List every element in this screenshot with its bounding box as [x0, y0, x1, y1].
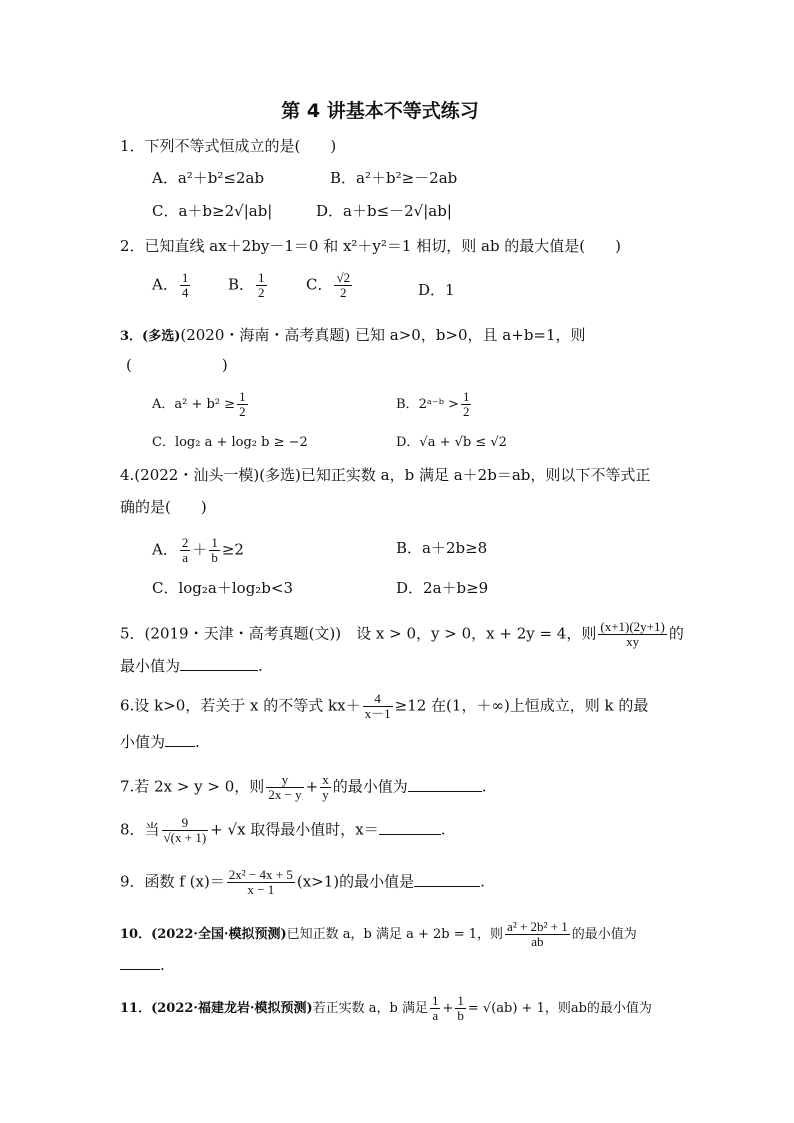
denominator: 4: [181, 285, 189, 300]
q2-stem: 2．已知直线 ax＋2by－1＝0 和 x²＋y²＝1 相切，则 ab 的最大值是( ): [120, 237, 622, 255]
numerator: 1: [258, 270, 265, 285]
answer-blank[interactable]: [408, 777, 482, 792]
q3-option-b: [396, 390, 473, 419]
q2-option-a: [152, 271, 192, 300]
denominator: b: [457, 1008, 464, 1023]
q3-stem: [120, 325, 586, 347]
denominator: x − 1: [247, 882, 275, 897]
q11-stem: [120, 994, 652, 1023]
q7-stem-text: 7.若 2x > y > 0，则: [120, 777, 265, 796]
denominator: a: [182, 550, 188, 565]
fraction: [505, 920, 570, 949]
q10-stem-text: 已知正数 a，b 满足 a + 2b = 1，则: [286, 927, 504, 942]
q6-line2: [120, 732, 200, 752]
q9-stem: [120, 868, 485, 897]
option-label: C．: [306, 275, 333, 294]
answer-blank[interactable]: [120, 955, 160, 970]
period: .: [440, 820, 446, 839]
fraction: [162, 816, 209, 845]
option-label: B．: [228, 275, 255, 294]
page-title: 第 4 讲基本不等式练习: [281, 100, 479, 122]
denominator: 2: [340, 285, 347, 300]
fraction: [237, 390, 248, 419]
q4-option-a: [152, 536, 244, 565]
numerator: a² + 2b² + 1: [507, 919, 568, 934]
fraction: [180, 536, 191, 565]
expression: ≥2: [221, 540, 244, 559]
q8-stem-text: 8．当: [120, 820, 160, 839]
fraction: [209, 536, 220, 565]
denominator: ab: [531, 934, 544, 949]
q5-min-label: 最小值为: [120, 657, 181, 675]
q8-stem-tail: + √x 取得最小值时，x＝: [210, 820, 379, 839]
answer-blank[interactable]: [379, 820, 441, 835]
q6-stem-text: 6.设 k>0，若关于 x 的不等式 kx＋: [120, 696, 361, 715]
expression: 2ᵃ⁻ᵇ >: [418, 397, 459, 412]
option-label: B．: [396, 397, 419, 412]
answer-blank[interactable]: [165, 732, 195, 747]
fraction: [266, 773, 303, 802]
plus-sign: +: [442, 1001, 454, 1016]
denominator: 2x − y: [268, 787, 302, 802]
q5-stem: [120, 620, 684, 649]
q11-stem-text: 若正实数 a，b 满足: [312, 1001, 428, 1016]
q9-stem-text: 9．函数 f (x)＝: [120, 872, 225, 891]
numerator: 1: [239, 389, 246, 404]
fraction: [598, 620, 666, 649]
fraction: [334, 271, 352, 300]
q1-option-c: C．a＋b≥2√|ab|: [152, 202, 273, 220]
answer-blank[interactable]: [180, 656, 258, 671]
q4-option-c: C．log₂a＋log₂b<3: [152, 579, 294, 597]
fraction: [256, 271, 267, 300]
q10-line2: [120, 955, 165, 975]
q1-option-a: A．a²＋b²≤2ab: [152, 169, 265, 187]
q5-line2: [120, 656, 263, 676]
q8-stem: [120, 816, 446, 845]
q6-min-label: 小值为: [120, 733, 166, 751]
denominator: b: [211, 550, 218, 565]
expression: a² + b² ≥: [174, 397, 236, 412]
fraction: [461, 390, 472, 419]
q3-multi-select-tag: 3．(多选): [120, 329, 181, 344]
q3-stem-text: (2020・海南・高考真题) 已知 a>0，b>0，且 a+b=1，则: [180, 326, 586, 344]
numerator: 2: [181, 535, 189, 550]
q4-option-b: B．a＋2b≥8: [396, 539, 488, 557]
q4-option-d: D．2a＋b≥9: [396, 579, 489, 597]
q10-source-tag: 10．(2022·全国·模拟预测): [120, 927, 287, 942]
period: .: [160, 956, 165, 974]
q11-stem-tail: = √(ab) + 1，则ab的最小值为: [467, 1001, 652, 1016]
fraction: [227, 868, 295, 897]
numerator: (x+1)(2y+1): [600, 619, 665, 634]
plus-sign: +: [305, 777, 319, 796]
numerator: y: [266, 773, 303, 788]
q3-option-a: [152, 390, 250, 419]
numerator: 1: [181, 270, 189, 285]
q4-stem-line1: 4.(2022・汕头一模)(多选)已知正实数 a，b 满足 a＋2b＝ab，则以下不等式正: [120, 466, 651, 484]
q9-stem-tail: (x>1)的最小值是: [296, 872, 415, 891]
numerator: x: [322, 772, 329, 787]
option-label: A．: [152, 397, 175, 412]
q11-source-tag: 11．(2022·福建龙岩·模拟预测): [120, 1001, 313, 1016]
q10-stem-tail: 的最小值为: [571, 927, 637, 942]
fraction: [363, 692, 393, 721]
numerator: 1: [462, 389, 470, 404]
denominator: 2: [462, 404, 470, 419]
denominator: 2: [258, 285, 265, 300]
period: .: [258, 657, 263, 675]
q5-stem-tail: 的: [668, 624, 684, 643]
q4-stem-line2: 确的是( ): [120, 498, 207, 516]
q1-option-b: B．a²＋b²≥－2ab: [330, 169, 458, 187]
period: .: [480, 872, 485, 891]
q1-option-d: D．a＋b≤－2√|ab|: [316, 202, 452, 220]
q2-option-d: D．1: [418, 281, 455, 299]
numerator: √2: [336, 270, 351, 285]
q6-stem-tail: ≥12 在(1，＋∞)上恒成立，则 k 的最: [394, 696, 649, 715]
period: .: [195, 733, 200, 751]
answer-blank[interactable]: [414, 872, 480, 887]
option-label: A．: [152, 275, 178, 294]
option-label: A．: [152, 540, 178, 559]
numerator: 1: [431, 993, 439, 1008]
q2-option-c: [306, 271, 354, 300]
q10-stem: [120, 920, 637, 949]
q2-option-b: [228, 271, 269, 300]
denominator: x－1: [364, 706, 391, 721]
period: .: [481, 777, 487, 796]
numerator: 2x² − 4x + 5: [228, 867, 293, 882]
q1-stem: 1．下列不等式恒成立的是( ): [120, 137, 337, 155]
q7-stem: [120, 773, 487, 802]
fraction: [180, 271, 191, 300]
denominator: √(x + 1): [163, 830, 207, 845]
numerator: 9: [162, 816, 209, 831]
fraction: [430, 994, 441, 1023]
q3-option-c: C．log₂ a + log₂ b ≥ −2: [152, 435, 308, 450]
numerator: 1: [457, 993, 464, 1008]
numerator: 4: [363, 692, 393, 707]
denominator: y: [322, 787, 329, 802]
denominator: xy: [626, 634, 640, 649]
denominator: a: [432, 1008, 439, 1023]
fraction: [320, 773, 331, 802]
q3-answer-paren: ( ): [126, 356, 228, 374]
numerator: 1: [211, 535, 218, 550]
q7-stem-tail: 的最小值为: [332, 777, 408, 796]
fraction: [455, 994, 466, 1023]
q3-option-d: D．√a + √b ≤ √2: [396, 435, 507, 450]
q6-stem: [120, 692, 648, 721]
q5-stem-text: 5．(2019・天津・高考真题(文)) 设 x > 0，y > 0，x + 2y = 4，则: [120, 624, 597, 643]
plus-sign: ＋: [192, 540, 208, 559]
denominator: 2: [239, 404, 246, 419]
